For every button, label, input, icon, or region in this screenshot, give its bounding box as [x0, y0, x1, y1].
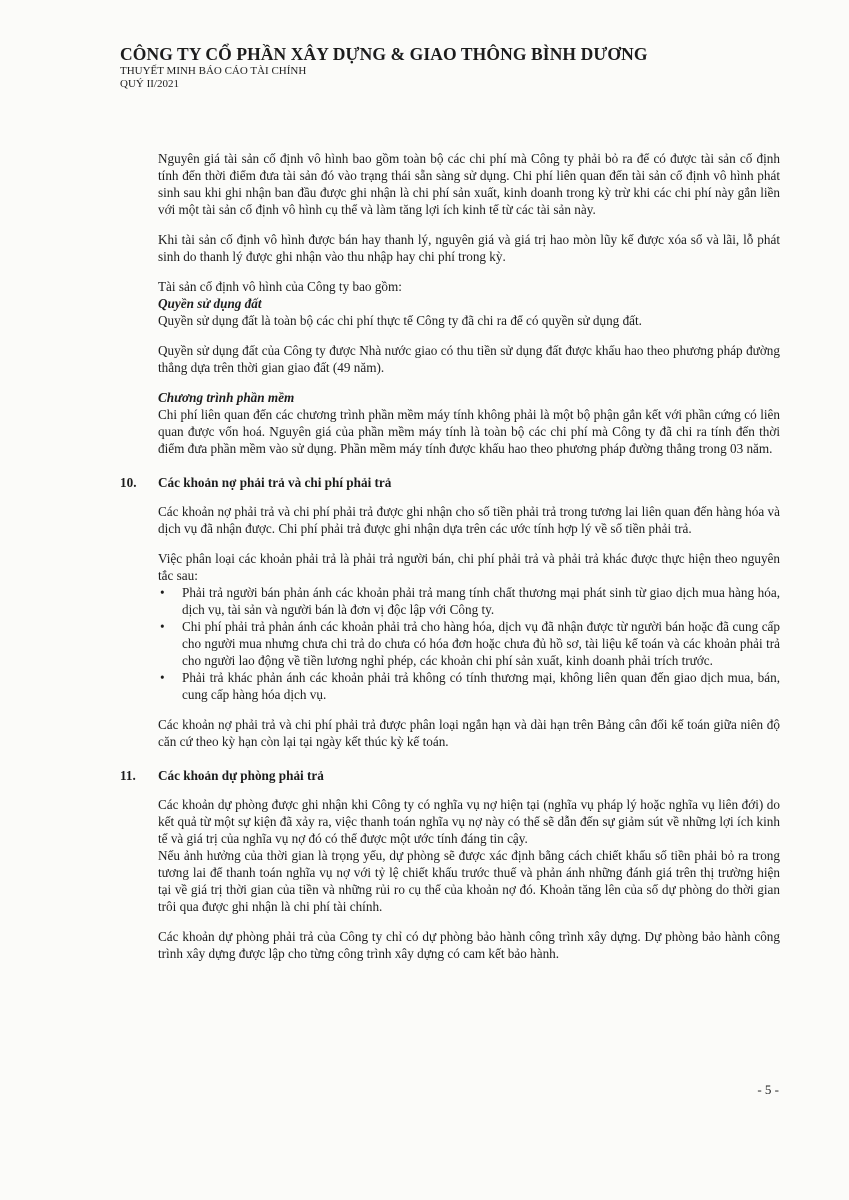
land-use-paragraph-2: Quyền sử dụng đất của Công ty được Nhà nước giao có thu tiền sử dụng đất được khấu hao theo phương pháp đường thẳng dựa trên thời gian giao đất (49 năm). — [158, 343, 780, 375]
section-10-paragraph-3: Các khoản nợ phải trả và chi phí phải trả được phân loại ngắn hạn và dài hạn trên Bảng cân đối kế toán giữa niên độ căn cứ theo kỳ hạn còn lại tại ngày kết thúc kỳ kế toán. — [158, 717, 780, 749]
bullet-icon: • — [160, 585, 165, 600]
list-item-text: Chi phí phải trả phản ánh các khoản phải trả cho hàng hóa, dịch vụ đã nhận được từ người bán hoặc đã cung cấp cho người mua nhưng chưa chi trả do chưa có hóa đơn hoặc chưa đủ hồ sơ, tài liệu kế toán và các khoản phải trả cho người lao động về tiền lương nghỉ phép, các khoản chi phí sản xuất, kinh doanh phải trích trước. — [182, 619, 780, 668]
document-header — [120, 44, 648, 91]
intangible-paragraph-1: Nguyên giá tài sản cố định vô hình bao gồm toàn bộ các chi phí mà Công ty phải bỏ ra để có được tài sản cố định tính đến thời điểm đưa tài sản đó vào trạng thái sẵn sàng sử dụng. Chi phí liên quan đến tài sản cố định vô hình phát sinh sau khi ghi nhận ban đầu được ghi nhận là chi phí sản xuất, kinh doanh trong kỳ trừ khi các chi phí này gắn liền với một tài sản cố định vô hình cụ thể và làm tăng lợi ích kinh tế từ các tài sản này. — [158, 151, 780, 217]
list-item-text: Phải trả người bán phản ánh các khoản phải trả mang tính chất thương mại phát sinh từ giao dịch mua hàng hóa, dịch vụ, tài sản và người bán là đơn vị độc lập với Công ty. — [182, 585, 780, 617]
section-11-paragraph-1a: Các khoản dự phòng được ghi nhận khi Công ty có nghĩa vụ nợ hiện tại (nghĩa vụ pháp lý hoặc nghĩa vụ liên đới) do kết quả từ một sự kiện đã xảy ra, việc thanh toán nghĩa vụ nợ này có thể sẽ dẫn đến sự giảm sút về những lợi ích kinh tế và giá trị của nghĩa vụ nợ đó có thể được một ước tính đáng tin cậy. — [158, 797, 780, 846]
list-item — [158, 669, 780, 703]
bullet-icon: • — [160, 670, 165, 685]
company-name: CÔNG TY CỔ PHẦN XÂY DỰNG & GIAO THÔNG BÌNH DƯƠNG — [120, 44, 648, 64]
section-10-heading — [120, 474, 780, 491]
section-11-number: 11. — [120, 768, 136, 783]
list-item — [158, 618, 780, 669]
intangible-paragraph-3: Tài sản cố định vô hình của Công ty bao gồm: — [158, 279, 402, 294]
section-11-paragraph-1b: Nếu ảnh hưởng của thời gian là trọng yếu, dự phòng sẽ được xác định bằng cách chiết khấu số tiền phải bỏ ra trong tương lai để thanh toán nghĩa vụ nợ với tỷ lệ chiết khấu trước thuế và phản ánh những đánh giá trên thị trường hiện tại về giá trị thời gian của tiền và những rủi ro cụ thể của khoản nợ đó. Khoản tăng lên của số dự phòng do thời gian trôi qua được ghi nhận là chi phí tài chính. — [158, 848, 780, 914]
page-number: - 5 - — [757, 1082, 779, 1097]
report-period: QUÝ II/2021 — [120, 78, 179, 90]
land-use-heading: Quyền sử dụng đất — [158, 296, 262, 311]
list-item-text: Phải trả khác phản ánh các khoản phải trả không có tính thương mại, không liên quan đến giao dịch mua, bán, cung cấp hàng hóa dịch vụ. — [182, 670, 780, 702]
section-11-title: Các khoản dự phòng phải trả — [158, 768, 324, 783]
section-10-bullet-list — [158, 584, 780, 703]
section-10-number: 10. — [120, 475, 137, 490]
section-10-title: Các khoản nợ phải trả và chi phí phải trả — [158, 475, 392, 490]
section-11-paragraph-2: Các khoản dự phòng phải trả của Công ty chỉ có dự phòng bảo hành công trình xây dựng. Dự phòng bảo hành công trình xây dựng được lập cho từng công trình xây dựng có cam kết bảo hành. — [158, 929, 780, 961]
bullet-icon: • — [160, 619, 165, 634]
list-item — [158, 584, 780, 618]
intangible-paragraph-2: Khi tài sản cố định vô hình được bán hay thanh lý, nguyên giá và giá trị hao mòn lũy kế được xóa sổ và lãi, lỗ phát sinh do thanh lý được ghi nhận vào thu nhập hay chi phí trong kỳ. — [158, 232, 780, 264]
section-10-paragraph-2: Việc phân loại các khoản phải trả là phải trả người bán, chi phí phải trả và phải trả khác được thực hiện theo nguyên tắc sau: — [158, 551, 780, 583]
report-title: THUYẾT MINH BÁO CÁO TÀI CHÍNH — [120, 65, 307, 77]
land-use-paragraph-1: Quyền sử dụng đất là toàn bộ các chi phí thực tế Công ty đã chi ra để có quyền sử dụng đất. — [158, 313, 642, 328]
section-11-heading — [120, 767, 780, 784]
software-paragraph: Chi phí liên quan đến các chương trình phần mềm máy tính không phải là một bộ phận gắn kết với phần cứng có liên quan được vốn hoá. Nguyên giá của phần mềm máy tính là toàn bộ các chi phí mà Công ty đã chi ra tính đến thời điểm đưa phần mềm vào sử dụng. Phần mềm máy tính được khấu hao theo phương pháp đường thẳng trong 03 năm. — [158, 407, 780, 456]
software-heading: Chương trình phần mềm — [158, 390, 295, 405]
document-body — [120, 150, 780, 975]
section-10-paragraph-1: Các khoản nợ phải trả và chi phí phải trả được ghi nhận cho số tiền phải trả trong tương lai liên quan đến hàng hóa và dịch vụ đã nhận được. Chi phí phải trả được ghi nhận dựa trên các ước tính hợp lý về số tiền phải trả. — [158, 504, 780, 536]
